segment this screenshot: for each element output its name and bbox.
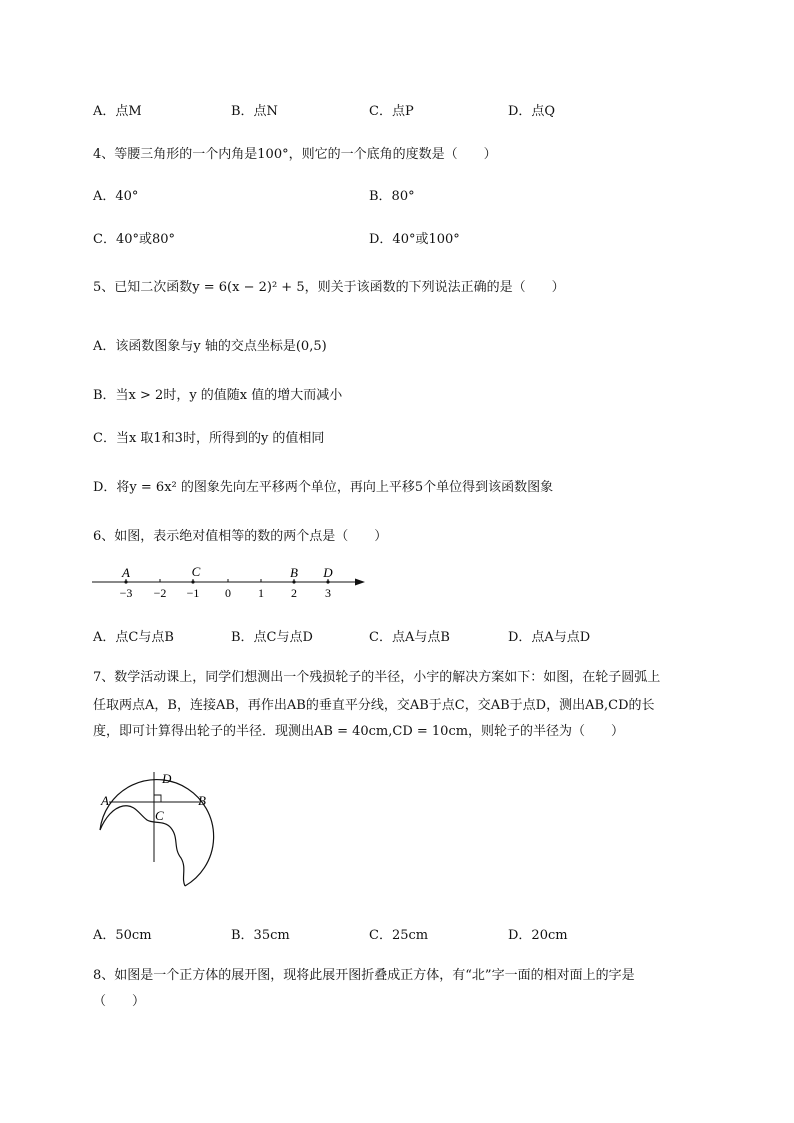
q4-stem: 4、等腰三角形的一个内角是100°，则它的一个底角的度数是（ ）: [93, 147, 497, 162]
broken-wheel-figure: [95, 768, 225, 893]
q4-option-a: A．40°: [93, 189, 139, 204]
q3-option-a: A．点M: [93, 104, 142, 119]
q7-option-c: C．25cm: [369, 928, 429, 943]
label-d: D: [162, 771, 172, 786]
q4-option-b: B．80°: [369, 189, 415, 204]
q7-option-d: D．20cm: [508, 928, 568, 943]
point-label-c: C: [191, 564, 201, 579]
q6-option-d: D．点A与点D: [508, 630, 591, 645]
q8-stem-line2: （ ）: [93, 994, 146, 1009]
point-b-dot: [292, 580, 295, 583]
number-line-arrow: [355, 579, 365, 586]
q6-option-a: A．点C与点B: [93, 630, 174, 645]
q4-option-c: C．40°或80°: [93, 232, 176, 247]
q5-option-c: C．当x 取1和3时，所得到的y 的值相同: [93, 431, 325, 446]
q6-stem: 6、如图，表示绝对值相等的数的两个点是（ ）: [93, 529, 388, 544]
q3-option-c: C．点P: [369, 104, 414, 119]
tick-label: 3: [325, 586, 331, 600]
tick-label: −1: [186, 586, 200, 600]
tick-label: 1: [258, 586, 264, 600]
q5-option-b: B．当x > 2时，y 的值随x 值的增大而减小: [93, 388, 343, 403]
q6-option-b: B．点C与点D: [231, 630, 313, 645]
q6-option-c: C．点A与点B: [369, 630, 450, 645]
q3-option-d: D．点Q: [508, 104, 556, 119]
point-d-dot: [326, 580, 329, 583]
point-label-d: D: [323, 565, 333, 580]
q5-option-d: D．将y = 6x² 的图象先向左平移两个单位，再向上平移5个单位得到该函数图象: [93, 480, 554, 495]
q7-stem-line1: 7、数学活动课上，同学们想测出一个残损轮子的半径，小宇的解决方案如下：如图，在轮子圆弧上: [93, 670, 661, 685]
point-c-dot: [191, 580, 194, 583]
q7-stem-line2: 任取两点A，B，连接AB，再作出AB的垂直平分线，交AB于点C，交AB于点D，测出AB,CD的长: [93, 698, 655, 713]
q8-stem-line1: 8、如图是一个正方体的展开图，现将此展开图折叠成正方体，有“北”字一面的相对面上的字是: [93, 968, 635, 983]
q7-option-a: A．50cm: [93, 928, 152, 943]
q5-option-a: A．该函数图象与y 轴的交点坐标是(0,5): [93, 339, 327, 354]
tick-label: 2: [291, 586, 297, 600]
tick-label: 0: [225, 586, 231, 600]
tick-label: −3: [119, 586, 133, 600]
point-label-a: A: [122, 565, 130, 580]
q5-stem: 5、已知二次函数y = 6(x − 2)² + 5，则关于该函数的下列说法正确的是（ ）: [93, 280, 565, 295]
q7-stem-line3: 度，即可计算得出轮子的半径．现测出AB = 40cm,CD = 10cm，则轮子的半径为（ ）: [93, 724, 625, 739]
label-b: B: [198, 793, 206, 808]
number-line-figure: [88, 562, 378, 604]
right-angle-mark: [154, 795, 161, 802]
q3-option-b: B．点N: [231, 104, 278, 119]
tick-label: −2: [153, 586, 167, 600]
point-a-dot: [124, 580, 127, 583]
label-c: C: [155, 808, 164, 823]
wheel-arc: [100, 780, 214, 886]
q4-option-d: D．40°或100°: [369, 232, 460, 247]
broken-edge: [100, 806, 185, 886]
label-a: A: [101, 793, 109, 808]
q7-option-b: B．35cm: [231, 928, 290, 943]
point-label-b: B: [290, 565, 298, 580]
